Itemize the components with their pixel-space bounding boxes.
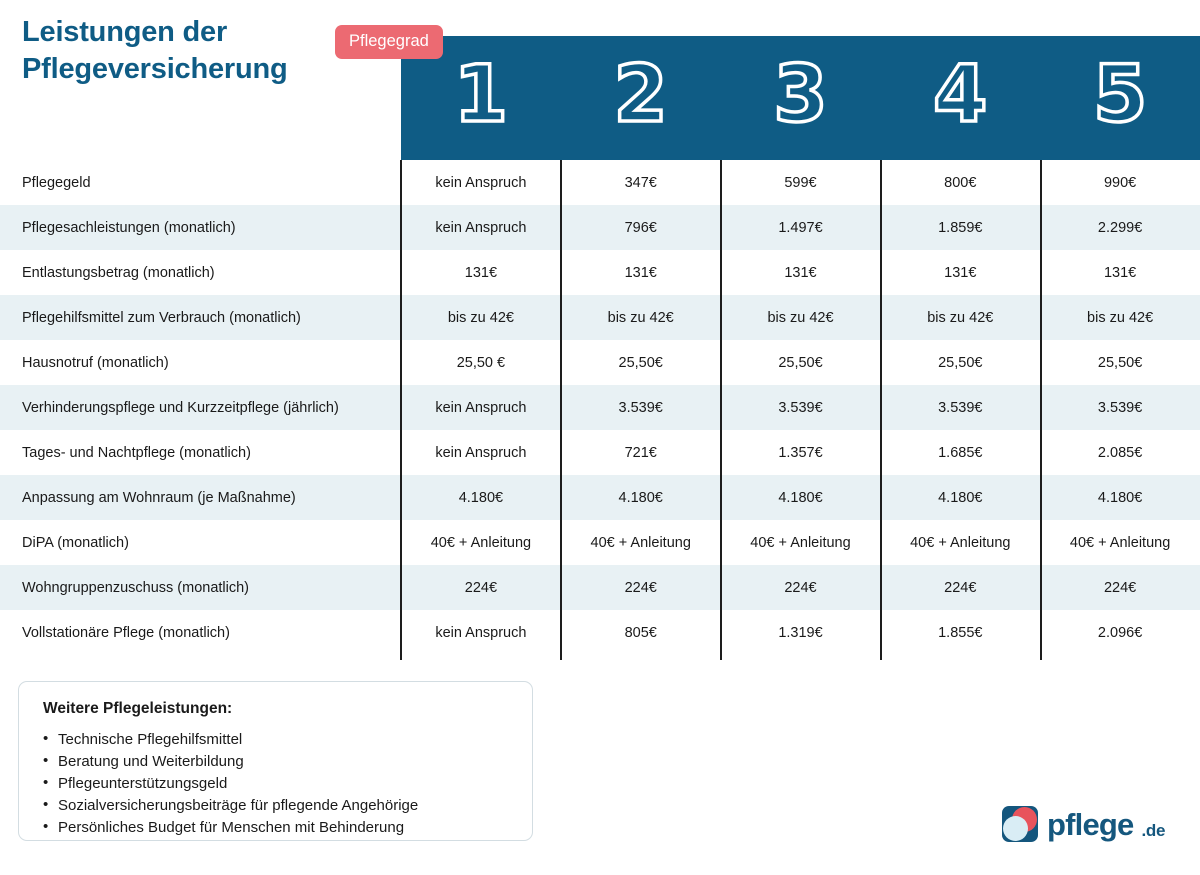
benefit-value-grade-5: 2.096€ [1097, 624, 1143, 641]
benefit-value-grade-4: bis zu 42€ [927, 309, 994, 326]
benefit-value-grade-3: 4.180€ [778, 489, 823, 506]
benefit-value-grade-5: 990€ [1103, 174, 1137, 191]
benefit-value-grade-4: 1.855€ [938, 624, 983, 641]
benefit-value-grade-4: 4.180€ [938, 489, 983, 506]
pflegegrad-number-3: 3 [773, 50, 828, 140]
list-item: • Sozialversicherungsbeiträge für pflegende Angehörige [43, 795, 510, 817]
benefit-value-grade-4: 224€ [944, 579, 977, 596]
additional-benefits-title: Weitere Pflegeleistungen: [43, 700, 233, 717]
page-title-line-1: Leistungen der [22, 16, 228, 48]
benefit-value-grade-3: 25,50€ [778, 354, 823, 371]
benefit-value-grade-3: 3.539€ [778, 399, 823, 416]
benefit-value-grade-2: 805€ [624, 624, 657, 641]
benefit-value-grade-4: 1.685€ [938, 444, 983, 461]
benefit-value-grade-1: 4.180€ [458, 489, 504, 506]
benefit-value-grade-5: 3.539€ [1097, 399, 1143, 416]
pflegegrad-column-4 [880, 36, 1040, 160]
benefit-label: DiPA (monatlich) [22, 534, 129, 551]
benefit-label: Wohngruppenzuschuss (monatlich) [22, 579, 250, 596]
pflegegrad-header-band [401, 36, 1200, 160]
benefit-value-grade-1: 40€ + Anleitung [430, 534, 532, 551]
pflegegrad-column-2 [561, 36, 721, 160]
benefit-value-grade-2: 721€ [624, 444, 657, 461]
benefit-value-grade-2: 40€ + Anleitung [590, 534, 691, 551]
table-row [0, 520, 1200, 565]
benefit-value-grade-1: 131€ [464, 264, 498, 281]
benefit-value-grade-1: kein Anspruch [435, 624, 527, 641]
benefit-value-grade-3: 1.319€ [778, 624, 823, 641]
benefit-label: Pflegesachleistungen (monatlich) [22, 219, 236, 236]
benefits-table [0, 160, 1200, 655]
list-item: • Persönliches Budget für Menschen mit Behinderung [43, 817, 510, 839]
pflegegrad-column-3 [721, 36, 881, 160]
table-row [0, 340, 1200, 385]
table-row [0, 475, 1200, 520]
benefit-label: Anpassung am Wohnraum (je Maßnahme) [22, 489, 296, 506]
table-row [0, 205, 1200, 250]
pflege-logo-icon [1002, 806, 1038, 842]
benefit-value-grade-2: 796€ [624, 219, 657, 236]
additional-benefits-box [18, 681, 533, 841]
benefit-value-grade-3: 599€ [784, 174, 817, 191]
table-row [0, 565, 1200, 610]
logo-circle-blue [1003, 816, 1028, 841]
benefit-value-grade-5: 131€ [1103, 264, 1137, 281]
benefit-value-grade-1: 25,50 € [456, 354, 506, 371]
benefit-value-grade-5: 224€ [1103, 579, 1137, 596]
benefit-value-grade-3: 1.497€ [778, 219, 823, 236]
benefit-label: Hausnotruf (monatlich) [22, 354, 169, 371]
benefit-label: Vollstationäre Pflege (monatlich) [22, 624, 230, 641]
table-row [0, 430, 1200, 475]
benefit-value-grade-2: 25,50€ [618, 354, 663, 371]
benefit-value-grade-5: 40€ + Anleitung [1069, 534, 1171, 551]
benefit-value-grade-4: 40€ + Anleitung [910, 534, 1011, 551]
pflegegrad-number-row [401, 36, 1200, 160]
page-title-line-2: Pflegeversicherung [22, 53, 288, 86]
benefit-label: Entlastungsbetrag (monatlich) [22, 264, 215, 281]
list-item: • Technische Pflegehilfsmittel [43, 729, 510, 751]
benefit-value-grade-1: bis zu 42€ [447, 309, 514, 326]
benefit-value-grade-1: 224€ [464, 579, 498, 596]
benefit-label: Verhinderungspflege und Kurzzeitpflege (jährlich) [22, 399, 339, 416]
table-row [0, 385, 1200, 430]
benefit-value-grade-5: bis zu 42€ [1087, 309, 1154, 326]
benefit-value-grade-2: bis zu 42€ [607, 309, 674, 326]
benefit-value-grade-2: 224€ [624, 579, 657, 596]
benefit-value-grade-5: 2.299€ [1097, 219, 1143, 236]
list-item: • Pflegeunterstützungsgeld [43, 773, 510, 795]
benefit-value-grade-3: 131€ [784, 264, 817, 281]
pflege-de-logo [1002, 806, 1165, 842]
benefit-value-grade-2: 3.539€ [618, 399, 663, 416]
benefit-value-grade-4: 1.859€ [938, 219, 983, 236]
benefit-value-grade-2: 347€ [624, 174, 657, 191]
table-row [0, 160, 1200, 205]
benefit-value-grade-4: 131€ [944, 264, 977, 281]
benefit-value-grade-3: 1.357€ [778, 444, 823, 461]
benefit-value-grade-4: 800€ [944, 174, 977, 191]
table-row [0, 295, 1200, 340]
pflegegrad-number-5: 5 [1092, 50, 1148, 140]
benefit-value-grade-5: 2.085€ [1097, 444, 1143, 461]
pflegegrad-number-1: 1 [453, 50, 509, 140]
header [0, 0, 1200, 160]
benefit-value-grade-2: 131€ [624, 264, 657, 281]
benefit-label: Pflegehilfsmittel zum Verbrauch (monatlich) [22, 309, 301, 326]
benefit-value-grade-2: 4.180€ [618, 489, 663, 506]
logo-wordmark: pflege [1047, 806, 1134, 842]
benefit-value-grade-1: kein Anspruch [435, 174, 527, 191]
benefit-value-grade-1: kein Anspruch [435, 399, 527, 416]
pflegegrad-column-5 [1040, 36, 1200, 160]
table-row [0, 250, 1200, 295]
benefit-value-grade-3: 40€ + Anleitung [750, 534, 851, 551]
benefit-label: Pflegegeld [22, 174, 91, 191]
benefit-value-grade-3: bis zu 42€ [767, 309, 834, 326]
additional-benefits-list [43, 729, 510, 839]
benefit-value-grade-1: kein Anspruch [435, 219, 527, 236]
pflegegrad-number-4: 4 [933, 50, 988, 140]
pflegegrad-badge: Pflegegrad [335, 25, 443, 59]
benefit-value-grade-3: 224€ [784, 579, 817, 596]
pflegegrad-number-2: 2 [613, 50, 668, 140]
benefit-value-grade-4: 25,50€ [938, 354, 983, 371]
benefit-value-grade-4: 3.539€ [938, 399, 983, 416]
list-item: • Beratung und Weiterbildung [43, 751, 510, 773]
table-row [0, 610, 1200, 655]
benefit-label: Tages- und Nachtpflege (monatlich) [22, 444, 251, 461]
logo-tld: .de [1141, 820, 1166, 840]
benefit-value-grade-5: 4.180€ [1097, 489, 1143, 506]
benefit-value-grade-5: 25,50€ [1097, 354, 1143, 371]
benefit-value-grade-1: kein Anspruch [435, 444, 527, 461]
